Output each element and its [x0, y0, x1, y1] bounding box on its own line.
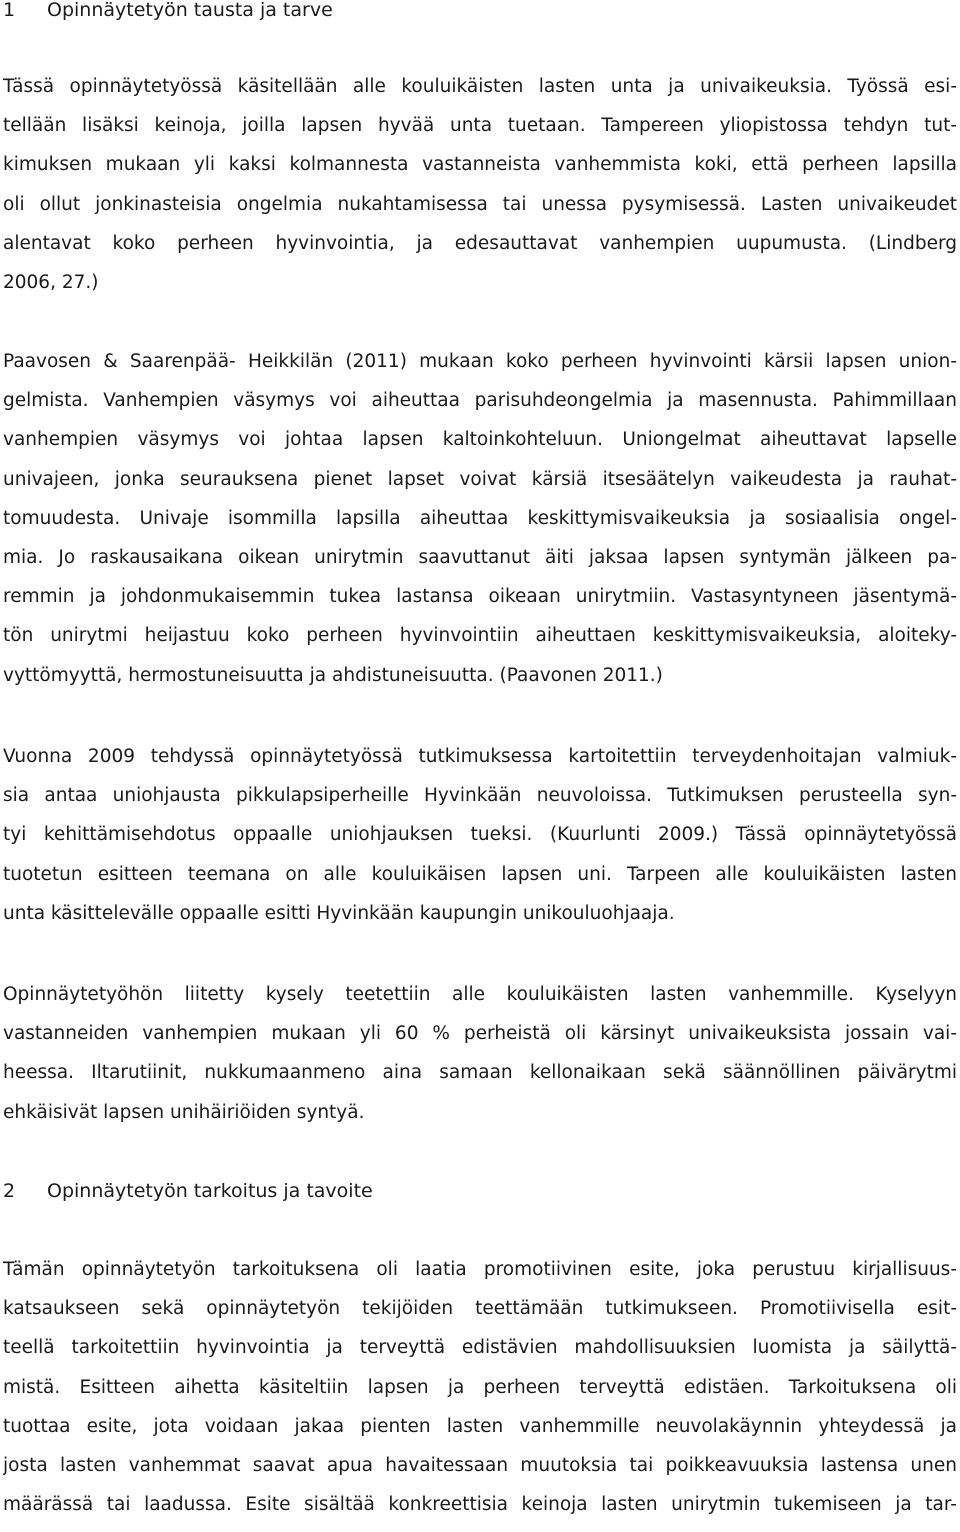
paragraph-line: alentavat koko perheen hyvinvointia, ja edesauttavat vanhempien uupumusta. (Lindberg: [3, 232, 957, 254]
paragraph-line: tuotetun esitteen teemana on alle kouluikäisen lapsen uni. Tarpeen alle kouluikäisten lasten: [3, 863, 957, 885]
paragraph-line: heessa. Iltarutiinit, nukkumaanmeno aina samaan kellonaikaan sekä säännöllinen päivärytmi: [3, 1062, 957, 1084]
paragraph-line: josta lasten vanhemmat saavat apua havaitessaan muutoksia tai poikkeavuuksia lastensa unen: [3, 1454, 957, 1476]
paragraph-line: mistä. Esitteen aihetta käsiteltiin lapsen ja perheen terveyttä edistäen. Tarkoituksena oli: [3, 1376, 957, 1398]
paragraph-line: vanhempien väsymys voi johtaa lapsen kaltoinkohteluun. Uniongelmat aiheuttavat lapselle: [3, 429, 957, 451]
section-number-2: 2: [3, 1180, 16, 1202]
paragraph-line: Tämän opinnäytetyön tarkoituksena oli laatia promotiivinen esite, joka perustuu kirjallisuus-: [3, 1259, 957, 1280]
section-number-1: 1: [3, 0, 16, 21]
paragraph-2: [3, 350, 957, 703]
paragraph-line: määrässä tai laadussa. Esite sisältää konkreettisia keinoja lasten unirytmin tukemiseen ja tar-: [3, 1494, 957, 1516]
paragraph-1: [3, 75, 957, 310]
section-title-2: Opinnäytetyön tarkoitus ja tavoite: [47, 1180, 373, 1202]
paragraph-line: ehkäisivät lapsen unihäiriöiden syntyä.: [3, 1101, 365, 1123]
paragraph-5: [3, 1258, 957, 1532]
paragraph-line: vastanneiden vanhempien mukaan yli 60 % perheistä oli kärsinyt univaikeuksista jossain vai-: [3, 1023, 957, 1045]
paragraph-line: teellä tarkoitettiin hyvinvointia ja terveyttä edistävien mahdollisuuksien luomista ja säilyttä-: [3, 1337, 957, 1359]
paragraph-line: katsaukseen sekä opinnäytetyön tekijöiden teettämään tutkimukseen. Promotiivisella esit-: [3, 1298, 957, 1320]
paragraph-line: Paavosen & Saarenpää- Heikkilän (2011) mukaan koko perheen hyvinvointi kärsii lapsen union-: [3, 351, 957, 372]
paragraph-line: univajeen, jonka seurauksena pienet lapset voivat kärsiä itsesäätelyn vaikeudesta ja rauhat-: [3, 468, 957, 490]
paragraph-line: Tässä opinnäytetyössä käsitellään alle kouluikäisten lasten unta ja univaikeuksia. Työssä esi-: [3, 76, 957, 97]
paragraph-line: tellään lisäksi keinoja, joilla lapsen hyvää unta tuetaan. Tampereen yliopistossa tehdyn tut-: [3, 115, 957, 137]
paragraph-line: tuottaa esite, jota voidaan jakaa pienten lasten vanhemmille neuvolakäynnin yhteydessä ja: [3, 1415, 957, 1437]
paragraph-4: [3, 983, 957, 1140]
paragraph-line: mia. Jo raskausaikana oikean unirytmin saavuttanut äiti jaksaa lapsen syntymän jälkeen pa-: [3, 546, 957, 568]
section-heading-2: [3, 1179, 373, 1203]
section-title-1: Opinnäytetyön tausta ja tarve: [47, 0, 333, 21]
paragraph-line: tomuudesta. Univaje isommilla lapsilla aiheuttaa keskittymisvaikeuksia ja sosiaalisia ongel-: [3, 507, 957, 529]
paragraph-line: gelmista. Vanhempien väsymys voi aiheuttaa parisuhdeongelmia ja masennusta. Pahimmillaan: [3, 390, 957, 412]
paragraph-line: kimuksen mukaan yli kaksi kolmannesta vastanneista vanhemmista koki, että perheen lapsilla: [3, 154, 957, 176]
paragraph-3: [3, 745, 957, 941]
paragraph-line: Opinnäytetyöhön liitetty kysely teetettiin alle kouluikäisten lasten vanhemmille. Kyselyyn: [3, 984, 957, 1005]
section-heading-1: [3, 0, 333, 22]
paragraph-line: oli ollut jonkinasteisia ongelmia nukahtamisessa tai unessa pysymisessä. Lasten univaikeudet: [3, 193, 957, 215]
paragraph-line: tön unirytmi heijastuu koko perheen hyvinvointiin aiheuttaen keskittymisvaikeuksia, aloiteky-: [3, 625, 957, 647]
paragraph-line: remmin ja johdonmukaisemmin tukea lastansa oikeaan unirytmiin. Vastasyntyneen jäsentymä-: [3, 586, 957, 608]
paragraph-line: sia antaa uniohjausta pikkulapsiperheille Hyvinkään neuvoloissa. Tutkimuksen perusteella syn-: [3, 785, 957, 807]
paragraph-line: vyttömyyttä, hermostuneisuutta ja ahdistuneisuutta. (Paavonen 2011.): [3, 664, 663, 686]
paragraph-line: unta käsittelevälle oppaalle esitti Hyvinkään kaupungin unikouluohjaaja.: [3, 902, 675, 924]
paragraph-line: tyi kehittämisehdotus oppaalle uniohjauksen tueksi. (Kuurlunti 2009.) Tässä opinnäytetyössä: [3, 824, 957, 846]
paragraph-line: 2006, 27.): [3, 271, 99, 293]
paragraph-line: Vuonna 2009 tehdyssä opinnäytetyössä tutkimuksessa kartoitettiin terveydenhoitajan valmiuk-: [3, 746, 957, 767]
